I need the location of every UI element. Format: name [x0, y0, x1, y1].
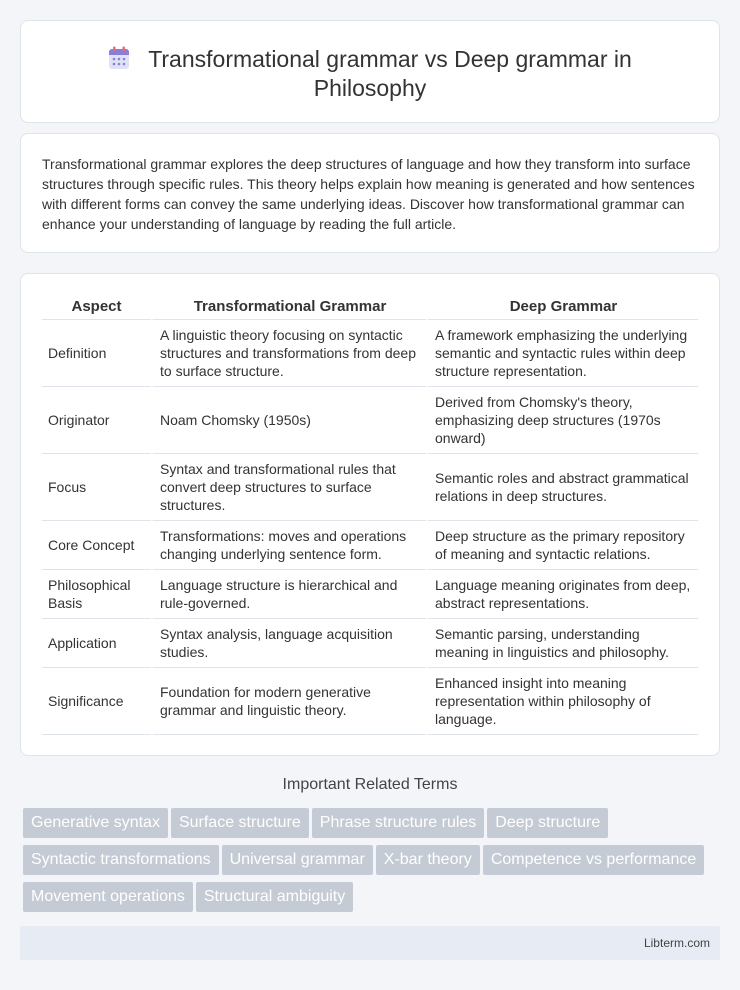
- related-terms-title: Important Related Terms: [282, 776, 458, 793]
- row-transformational: Language structure is hierarchical and rule-governed.: [151, 570, 426, 619]
- row-aspect: Significance: [42, 668, 151, 735]
- tag-surface-structure[interactable]: Surface structure: [171, 808, 309, 838]
- tag-phrase-structure-rules[interactable]: Phrase structure rules: [312, 808, 485, 838]
- page-title-wrap: [21, 45, 719, 103]
- intro-paragraph: Transformational grammar explores the deep structures of language and how they transform into surface structures through specific rules. This theory helps explain how meaning is generated and how sentences with different forms can convey the same underlying ideas. Discover how transformational grammar can enhance your understanding of language by reading the full article.: [42, 156, 695, 232]
- footer-site-link[interactable]: Libterm.com: [643, 936, 710, 950]
- table-row: [42, 619, 698, 668]
- header-transformational-grammar: Transformational Grammar: [151, 292, 426, 320]
- comparison-table: [42, 292, 698, 735]
- row-aspect: Definition: [42, 320, 151, 387]
- table-row: [42, 521, 698, 570]
- header-aspect: Aspect: [42, 292, 151, 320]
- row-deep: Semantic parsing, understanding meaning in linguistics and philosophy.: [426, 619, 698, 668]
- row-deep: Enhanced insight into meaning representation within philosophy of language.: [426, 668, 698, 735]
- footer: [20, 926, 720, 960]
- row-aspect: Application: [42, 619, 151, 668]
- row-deep: Semantic roles and abstract grammatical relations in deep structures.: [426, 454, 698, 521]
- tag-generative-syntax[interactable]: Generative syntax: [23, 808, 168, 838]
- tag-syntactic-transformations[interactable]: Syntactic transformations: [23, 845, 219, 875]
- tag-x-bar-theory[interactable]: X-bar theory: [376, 845, 480, 875]
- tag-structural-ambiguity[interactable]: Structural ambiguity: [196, 882, 353, 912]
- tag-movement-operations[interactable]: Movement operations: [23, 882, 193, 912]
- table-row: [42, 454, 698, 521]
- row-aspect: Core Concept: [42, 521, 151, 570]
- header-deep-grammar: Deep Grammar: [426, 292, 698, 320]
- row-transformational: Syntax analysis, language acquisition studies.: [151, 619, 426, 668]
- tag-deep-structure[interactable]: Deep structure: [487, 808, 608, 838]
- table-header-row: [42, 292, 698, 320]
- row-deep: Deep structure as the primary repository of meaning and syntactic relations.: [426, 521, 698, 570]
- comparison-card: [20, 273, 720, 756]
- table-row: [42, 668, 698, 735]
- tag-universal-grammar[interactable]: Universal grammar: [222, 845, 373, 875]
- table-row: [42, 570, 698, 619]
- row-deep: Language meaning originates from deep, abstract representations.: [426, 570, 698, 619]
- calendar-icon: [108, 46, 130, 70]
- row-aspect: Originator: [42, 387, 151, 454]
- intro-card: [20, 133, 720, 253]
- row-transformational: Noam Chomsky (1950s): [151, 387, 426, 454]
- row-aspect: Focus: [42, 454, 151, 521]
- row-transformational: Foundation for modern generative grammar and linguistic theory.: [151, 668, 426, 735]
- related-terms-tags: [23, 808, 723, 919]
- title-card: [20, 20, 720, 123]
- row-transformational: A linguistic theory focusing on syntactic structures and transformations from deep to surface structure.: [151, 320, 426, 387]
- table-row: [42, 320, 698, 387]
- tag-competence-vs-performance[interactable]: Competence vs performance: [483, 845, 704, 875]
- table-row: [42, 387, 698, 454]
- row-deep: A framework emphasizing the underlying semantic and syntactic rules within deep structure representation.: [426, 320, 698, 387]
- row-aspect: Philosophical Basis: [42, 570, 151, 619]
- row-deep: Derived from Chomsky's theory, emphasizing deep structures (1970s onward): [426, 387, 698, 454]
- row-transformational: Transformations: moves and operations changing underlying sentence form.: [151, 521, 426, 570]
- row-transformational: Syntax and transformational rules that convert deep structures to surface structures.: [151, 454, 426, 521]
- page-title: Transformational grammar vs Deep grammar in Philosophy: [148, 46, 632, 101]
